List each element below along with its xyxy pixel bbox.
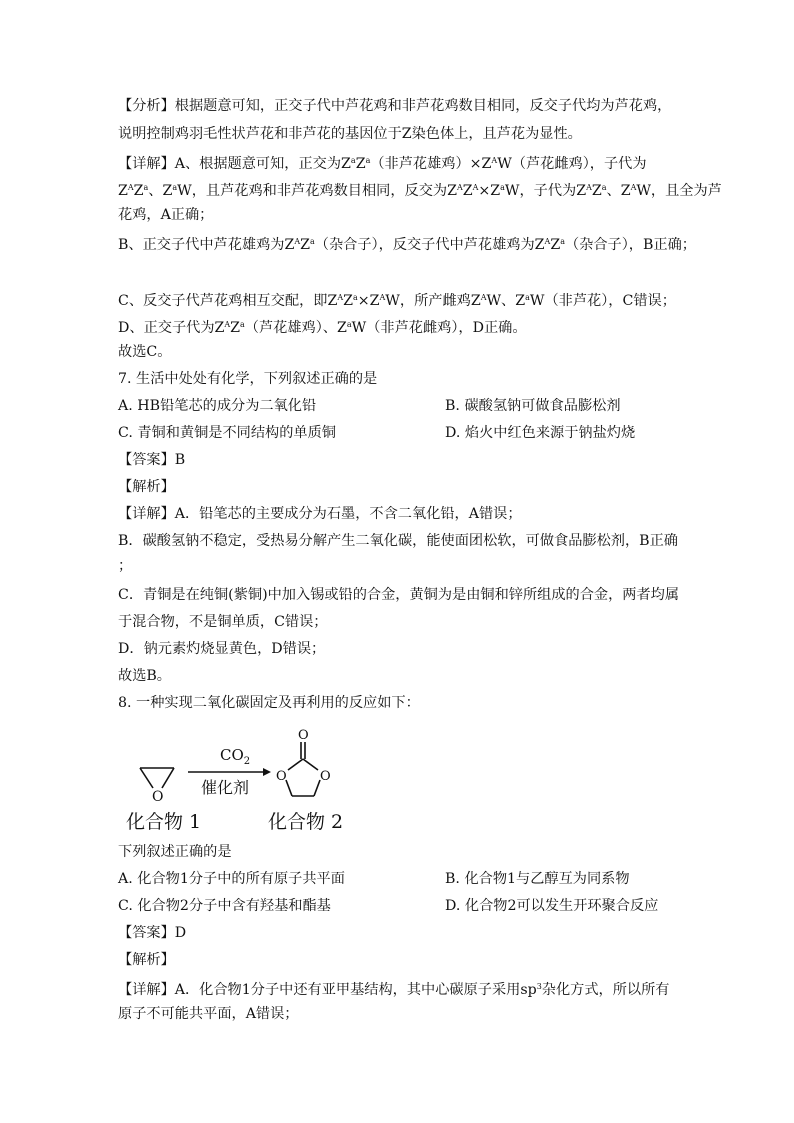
question-7-stem: 7. 生活中处处有化学，下列叙述正确的是 <box>118 371 378 387</box>
question-8-detail-a-line2: 原子不可能共平面，A错误； <box>118 1006 299 1022</box>
analysis-q6-line2: 说明控制鸡羽毛性状芦花和非芦花的基因位于Z染色体上，且芦花为显性。 <box>118 126 582 142</box>
question-8-analysis-heading: 【解析】 <box>118 952 175 968</box>
compound-2-carbonyl-oxygen: O <box>298 728 309 743</box>
question-8-option-b: B. 化合物1与乙醇互为同系物 <box>445 871 630 887</box>
compound-2-ring-oxygen-right: O <box>320 769 331 784</box>
question-8-detail-a-line1: 【详解】A．化合物1分子中还有亚甲基结构，其中心碳原子采用$sp^3$杂化方式，所以所有 <box>118 982 670 998</box>
compound-1-oxygen-atom: O <box>152 789 164 805</box>
question-7-choice: 故选B。 <box>118 668 171 684</box>
question-7-option-a: A. HB铅笔芯的成分为二氧化铅 <box>118 398 317 414</box>
question-7-detail-d: D．钠元素灼烧显黄色，D错误； <box>118 641 326 657</box>
question-7-option-b: B. 碳酸氢钠可做食品膨松剂 <box>445 398 621 414</box>
compound-1-structure <box>140 768 174 788</box>
question-7-option-c: C. 青铜和黄铜是不同结构的单质铜 <box>118 425 336 441</box>
question-7-detail-c-line1: C．青铜是在纯铜(紫铜)中加入锡或铅的合金，黄铜为是由铜和锌所组成的合金，两者均属 <box>118 587 680 603</box>
reagent-catalyst: 催化剂 <box>201 778 250 797</box>
reagent-co2: $CO_2$ <box>220 746 251 767</box>
question-8-option-a: A. 化合物1分子中的所有原子共平面 <box>118 871 345 887</box>
detail-q6-line1: 【详解】A、根据题意可知，正交为$Z^aZ^a$（非芦花雄鸡）$\times Z^AW$（芦花雌鸡），子代为 <box>118 156 647 172</box>
reaction-scheme-figure <box>118 722 358 834</box>
reaction-arrow <box>188 768 271 776</box>
analysis-q6-line1: 【分析】根据题意可知，正交子代中芦花鸡和非芦花鸡数目相同，反交子代均为芦花鸡， <box>118 98 672 114</box>
question-7-detail-b-line1: B．碳酸氢钠不稳定，受热易分解产生二氧化碳，能使面团松软，可做食品膨松剂，B正确 <box>118 533 678 549</box>
question-7-answer: 【答案】B <box>118 452 186 468</box>
question-7-detail-c-line2: 于混合物，不是铜单质，C错误； <box>118 614 328 630</box>
question-7-analysis-heading: 【解析】 <box>118 479 175 495</box>
question-7-option-d: D. 焰火中红色来源于钠盐灼烧 <box>445 425 636 441</box>
detail-q6-line3: 花鸡，A正确； <box>118 207 214 223</box>
question-8-stem: 8. 一种实现二氧化碳固定及再利用的反应如下： <box>118 695 420 711</box>
detail-q6-line2: $Z^AZ^a$、$Z^aW$，且芦花鸡和非芦花鸡数目相同，反交为$Z^AZ^A\times Z^aW$，子代为$Z^AZ^a$、$Z^AW$，且全为芦 <box>118 183 722 199</box>
detail-q6-option-b: B、正交子代中芦花雄鸡为$Z^AZ^a$（杂合子），反交子代中芦花雄鸡为$Z^AZ^a$（杂合子），B正确； <box>118 237 696 253</box>
compound-2-structure <box>286 742 320 796</box>
compound-1-label: 化合物 1 <box>126 811 202 833</box>
compound-2-ring-oxygen-left: O <box>276 769 287 784</box>
question-8-answer: 【答案】D <box>118 925 187 941</box>
question-8-option-c: C. 化合物2分子中含有羟基和酯基 <box>118 898 331 914</box>
question-8-prompt: 下列叙述正确的是 <box>118 844 232 860</box>
detail-q6-option-d: D、正交子代为$Z^AZ^a$（芦花雄鸡）、$Z^aW$（非芦花雌鸡），D正确。 <box>118 320 527 336</box>
choice-q6: 故选C。 <box>118 344 172 360</box>
compound-2-label: 化合物 2 <box>268 811 344 833</box>
question-7-detail-a: 【详解】A．铅笔芯的主要成分为石墨，不含二氧化铅，A错误； <box>118 506 522 522</box>
question-7-detail-b-line2: ； <box>118 558 133 574</box>
detail-q6-option-c: C、反交子代芦花鸡相互交配，即$Z^AZ^a\times Z^AW$，所产雌鸡$Z^AW$、$Z^aW$（非芦花），C错误； <box>118 293 676 309</box>
question-8-option-d: D. 化合物2可以发生开环聚合反应 <box>445 898 659 914</box>
